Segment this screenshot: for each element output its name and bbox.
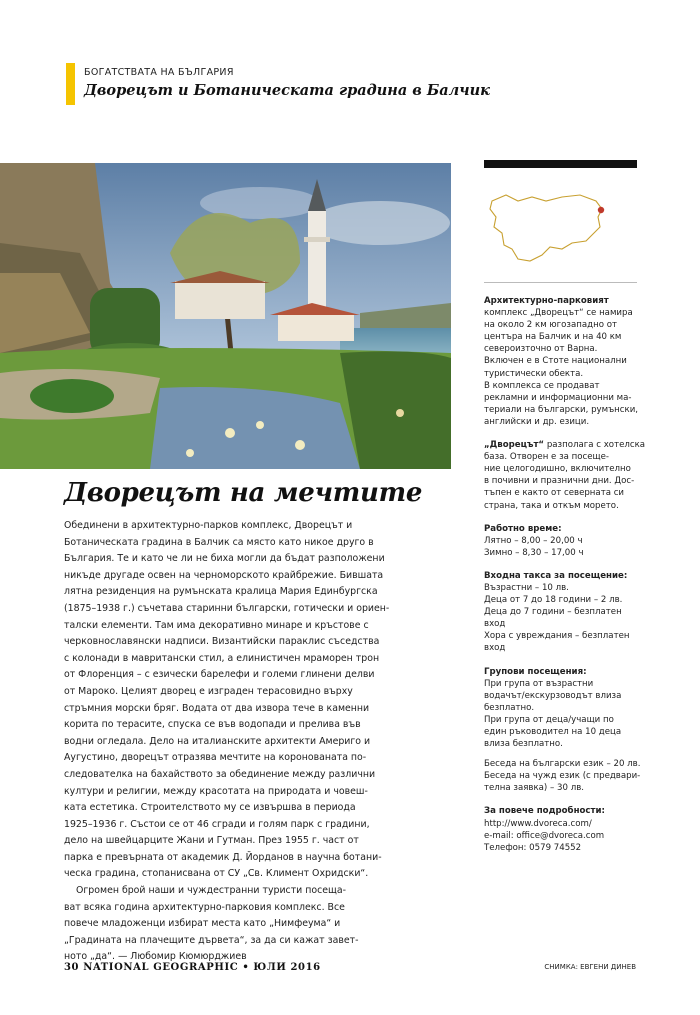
sidebar-heading: Работно време: [484, 523, 562, 534]
article-body-line: Обединени в архитектурно-парков комплекс, Дворецът и [64, 520, 353, 531]
sidebar-line: английски и др. езици. [484, 416, 590, 427]
article-body-line: ческа градина, стопанисвана от СУ „Св. Климент Охридски“. [64, 868, 369, 880]
article-body-line: (1875–1938 г.) съчетава старинни български, готически и ориен- [64, 602, 390, 614]
article-body-line: 1925–1936 г. Състои се от 46 сгради и голям парк с градини, [64, 818, 370, 830]
article-title: Дворецът на мечтите [64, 478, 423, 508]
sidebar-heading: Входна такса за посещение: [484, 570, 628, 581]
photo-credit: СНИМКА: ЕВГЕНИ ДИНЕВ [544, 963, 636, 971]
sidebar-line: един ръководител на 10 деца [484, 727, 622, 737]
sidebar-line: североизточно от Варна. [484, 344, 598, 355]
sidebar-top-rule [484, 160, 637, 168]
sidebar-line: рекламни и информационни ма- [484, 392, 632, 403]
article-body-line: никъде другаде освен на черноморското крайбрежие. Бившата [64, 569, 384, 581]
sidebar-block [484, 439, 654, 512]
article-body-line: от Флоренция – с езически барелефи и големи глинени делви [64, 669, 375, 681]
article-body-line: ното „да“. — Любомир Кюмюрджиев [64, 951, 247, 963]
sidebar-line: на около 2 км югозападно от [484, 320, 617, 331]
sidebar-block [484, 295, 654, 428]
article-body-line: парка е превърната от академик Д. Йорданов в научна ботани- [64, 851, 382, 863]
sidebar-line: ние целогодишно, включително [484, 464, 631, 475]
palace-photo [0, 163, 451, 469]
sidebar-block [484, 666, 654, 795]
bulgaria-map [484, 187, 608, 275]
sidebar-heading: Архитектурно-парковият [484, 296, 609, 306]
sidebar-line: e-mail: office@dvoreca.com [484, 830, 605, 841]
article-body-line: от Мароко. Целият дворец е изграден терасовидно върху [64, 685, 353, 697]
sidebar-line: Зимно – 8,30 – 17,00 ч [484, 547, 584, 558]
sidebar-bold-prefix: „Дворецът“ [484, 440, 545, 451]
sidebar-line: влиза безплатно. [484, 739, 563, 750]
page-header-title: Дворецът и Ботаническата градина в Балчик [84, 82, 490, 99]
sidebar-line: Включен е в Стоте национални [484, 356, 627, 367]
article-body-line: следователка на бахайството за обединение между различни [64, 768, 376, 780]
sidebar-heading: За повече подробности: [484, 806, 605, 817]
article-body-line: с колонади в мавритански стил, а елинистичен мраморен трон [64, 652, 380, 664]
sidebar-line: Беседа на български език – 20 лв. [484, 759, 641, 770]
sidebar-line: вход [484, 643, 506, 654]
section-kicker: БОГАТСТВАТА НА БЪЛГАРИЯ [84, 67, 234, 78]
article-body-line: лятна резиденция на румънската кралица Мария Единбургска [64, 586, 378, 598]
article-body-line: Аугустино, дворецът отразява мечтите на коронованата по- [64, 752, 367, 764]
sidebar-line: Възрастни – 10 лв. [484, 582, 569, 593]
info-sidebar [484, 295, 654, 865]
sidebar-line: центъра на Балчик и на 40 км [484, 332, 622, 343]
article-body-line: черковнославянски надписи. Византийски параклис съседства [64, 636, 380, 648]
sidebar-line: страна, така и откъм морето. [484, 500, 619, 511]
balchik-location-marker [598, 207, 604, 213]
sidebar-line: вход [484, 619, 506, 630]
sidebar-block [484, 570, 654, 655]
sidebar-line: в почивни и празнични дни. Дос- [484, 476, 635, 487]
sidebar-line: Хора с увреждания – безплатен [484, 631, 630, 642]
article-body-line: култури и религии, между красотата на природата и човеш- [64, 785, 368, 797]
sidebar-line: водачът/екскурзоводът влиза [484, 690, 622, 701]
article-body-line: ват всяка година архитектурно-парковия комплекс. Все [64, 901, 345, 913]
header-accent-bar [66, 63, 75, 105]
sidebar-line: Лятно – 8,00 – 20,00 ч [484, 535, 583, 546]
article-body-line: стръмния морски бряг. Водата от два извора тече в каменни [64, 702, 370, 714]
sidebar-block [484, 523, 654, 559]
sidebar-heading: Групови посещения: [484, 666, 587, 677]
sidebar-spacer [484, 750, 654, 758]
folio: 30 NATIONAL GEOGRAPHIC • ЮЛИ 2016 [64, 962, 321, 973]
sidebar-line: база. Отворен е за посеще- [484, 452, 610, 463]
sidebar-line: комплекс „Дворецът“ се намира [484, 308, 633, 319]
sidebar-line: Беседа на чужд език (с предвари- [484, 771, 641, 782]
sidebar-line: „Дворецът“ разполага с хотелска [484, 440, 646, 451]
sidebar-line: туристически обекта. [484, 368, 584, 379]
sidebar-line: безплатно. [484, 702, 535, 713]
sidebar-line: При група от деца/учащи по [484, 714, 614, 725]
sidebar-line: В комплекса се продават [484, 380, 600, 391]
sidebar-line: териали на български, румънски, [484, 404, 639, 415]
sidebar-line: Телефон: 0579 74552 [484, 842, 582, 853]
sidebar-line: Деца от 7 до 18 години – 2 лв. [484, 595, 623, 606]
article-body-line: Ботаническата градина в Балчик са място като никое друго в [64, 536, 374, 548]
article-body-line: водни огледала. Дело на италианските архитекти Америго и [64, 735, 371, 747]
sidebar-divider [484, 282, 637, 283]
article-body [64, 518, 416, 966]
article-body-line: „Градината на плачещите дървета“, за да си кажат завет- [64, 934, 359, 946]
article-body-line: повече младоженци избират места като „Нимфеума“ и [64, 918, 341, 930]
article-body-line: талски елементи. Там има декоративно минаре и кръстове с [64, 619, 369, 631]
sidebar-line: тъпен е както от северната си [484, 488, 625, 499]
bulgaria-outline [490, 195, 602, 261]
article-body-line: България. Те и като че ли не биха могли да бъдат разположени [64, 553, 385, 565]
sidebar-line: При група от възрастни [484, 678, 594, 689]
article-body-line: дело на швейцарците Жани и Гутман. През 1955 г. част от [64, 835, 359, 847]
sidebar-line: телна заявка) – 30 лв. [484, 783, 584, 794]
article-body-line: корита по терасите, спуска се във водопади и прелива във [64, 719, 361, 731]
article-body-line: Огромен брой наши и чуждестранни туристи посеща- [76, 885, 346, 897]
sidebar-line: Деца до 7 години – безплатен [484, 607, 622, 618]
article-body-line: ката естетика. Строителството му се извършва в периода [64, 802, 356, 814]
sidebar-line: http://www.dvoreca.com/ [484, 818, 592, 829]
sidebar-block [484, 805, 654, 853]
